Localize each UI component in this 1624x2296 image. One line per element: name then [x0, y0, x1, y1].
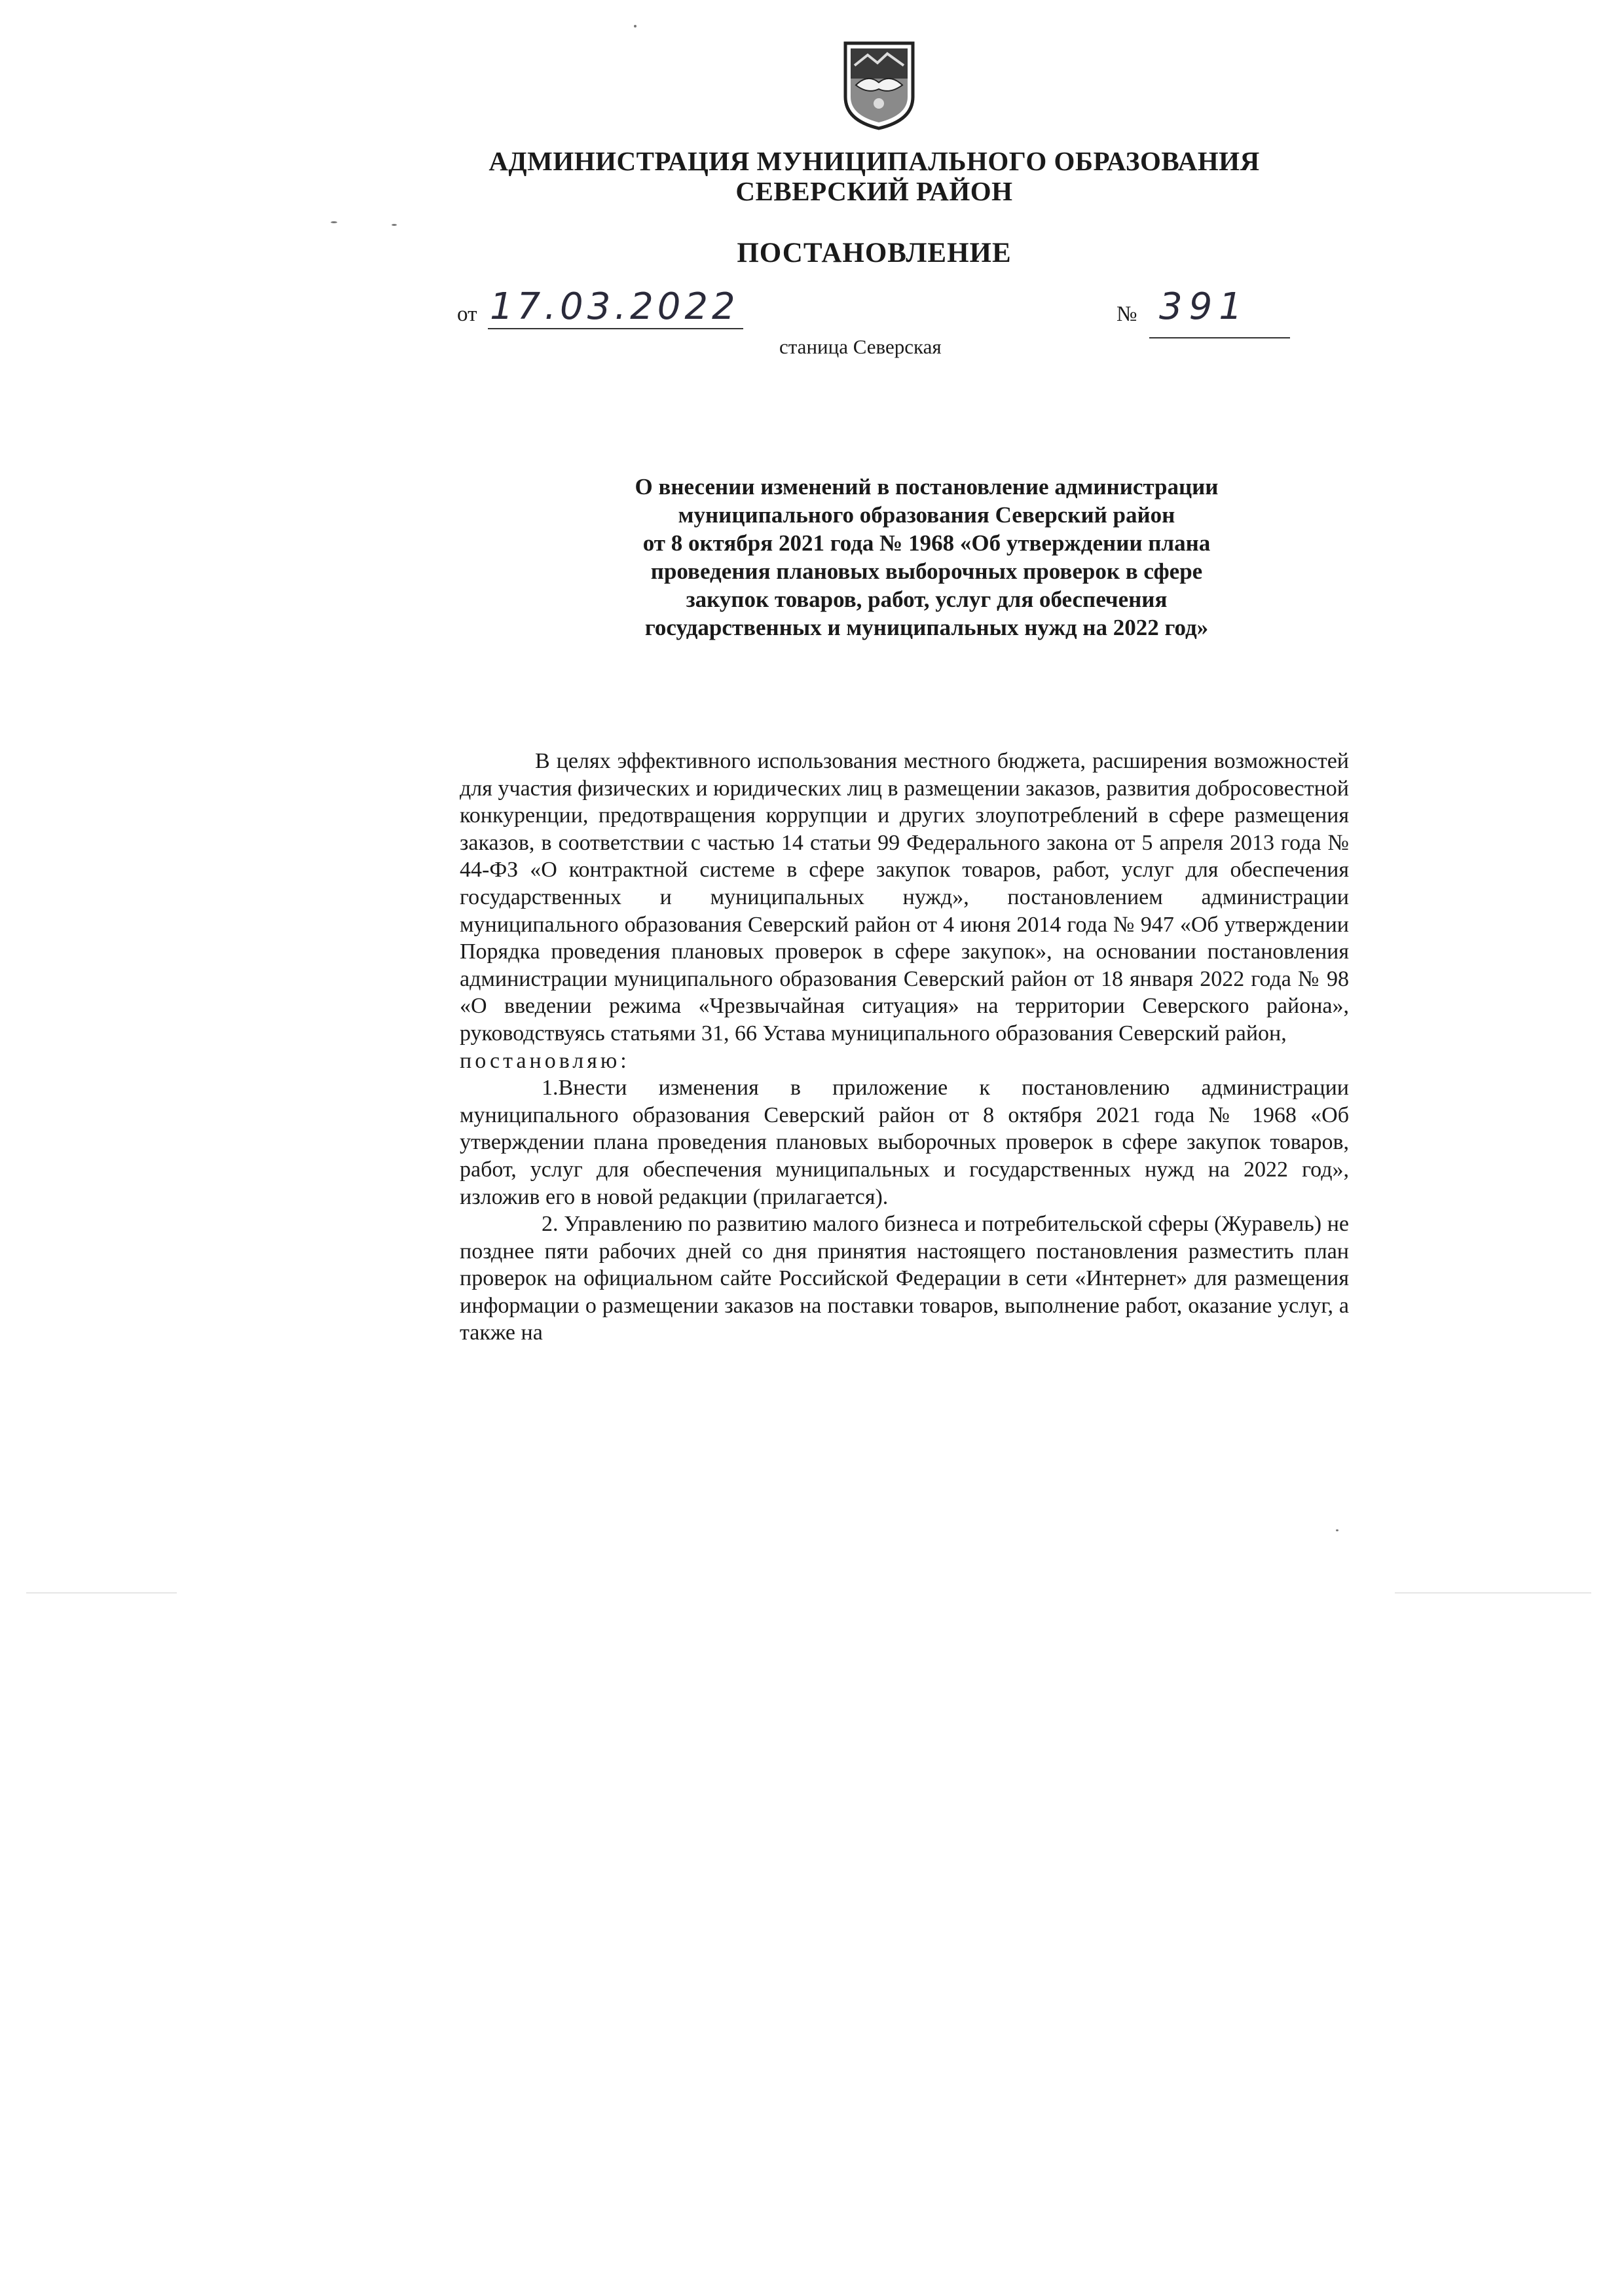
document-type: ПОСТАНОВЛЕНИЕ: [737, 238, 1012, 268]
place-of-issue: станица Северская: [779, 335, 942, 358]
number-prefix: №: [1116, 302, 1137, 326]
scan-speck: [634, 25, 637, 27]
scan-speck: [331, 221, 337, 223]
document-heading: [544, 473, 1310, 642]
scan-speck: [392, 224, 397, 226]
authority-name-line2: СЕВЕРСКИЙ РАЙОН: [735, 176, 1013, 206]
heading-line: государственных и муниципальных нужд на 2022 год»: [644, 615, 1209, 640]
number-underline: [1149, 337, 1290, 338]
document-body: [460, 748, 1349, 1347]
coat-of-arms-emblem: [841, 39, 917, 131]
heading-line: О внесении изменений в постановление администрации: [635, 474, 1219, 500]
heading-line: закупок товаров, работ, услуг для обеспечения: [686, 587, 1168, 612]
resolution-item-2: 2. Управлению по развитию малого бизнеса и потребительской сферы (Журавель) не позднее пяти рабочих дней со дня принятия настоящего постановления разместить план проверок на официальном сайте Российской Федерации в сети «Интернет» для размещения информации о размещении заказов на поставки товаров, выполнение работ, оказание услуг, а также на: [460, 1212, 1349, 1345]
heading-line: муниципального образования Северский район: [678, 502, 1175, 528]
date-underline: [488, 328, 743, 329]
resolution-item-1: 1.Внести изменения в приложение к постановлению администрации муниципального образования Северский район от 8 октября 2021 года № 1968 «Об утверждении плана проведения плановых выборочных проверок в сфере закупок товаров, работ, услуг для обеспечения муниципальных и государственных нужд на 2022 год», изложив его в новой редакции (прилагается).: [460, 1076, 1349, 1209]
heading-line: проведения плановых выборочных проверок в сфере: [650, 558, 1203, 584]
order-word: постановляю:: [460, 1048, 630, 1073]
handwritten-number: 391: [1159, 285, 1249, 328]
preamble-paragraph: В целях эффективного использования местного бюджета, расширения возможностей для участия физических и юридических лиц в размещении заказов, развития добросовестной конкуренции, предотвращения коррупции и других злоупотреблений в сфере размещения заказов, в соответствии с частью 14 статьи 99 Федерального закона от 5 апреля 2013 года № 44-ФЗ «О контрактной системе в сфере закупок товаров, работ, услуг для обеспечения государственных и муниципальных нужд», постановлением администрации муниципального образования Северский район от 4 июня 2014 года № 947 «Об утверждении Порядка проведения плановых проверок в сфере закупок», на основании постановления администрации муниципального образования Северский район от 18 января 2022 года № 98 «О введении режима «Чрезвычайная ситуация» на территории Северского района», руководствуясь статьями 31, 66 Устава муниципального образования Северский район,: [460, 749, 1349, 1046]
scan-speck: [1336, 1529, 1338, 1531]
scan-edge-line: [1395, 1592, 1591, 1594]
date-prefix: от: [457, 302, 477, 326]
handwritten-date: 17.03.2022: [490, 285, 739, 328]
authority-name-line1: АДМИНИСТРАЦИЯ МУНИЦИПАЛЬНОГО ОБРАЗОВАНИЯ: [489, 146, 1260, 176]
scan-edge-line: [26, 1592, 177, 1594]
heading-line: от 8 октября 2021 года № 1968 «Об утверждении плана: [642, 530, 1211, 556]
